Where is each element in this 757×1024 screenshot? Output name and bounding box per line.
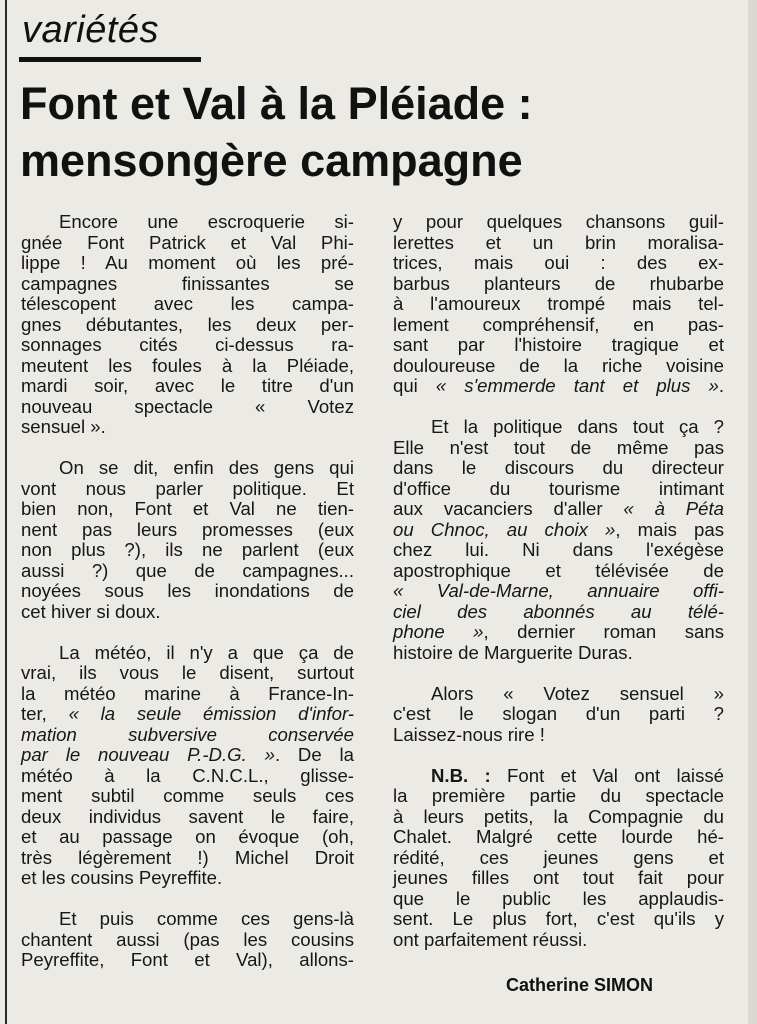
text-line: très légèrement !) Michel Droit [21, 846, 354, 868]
text-line: Laissez-nous rire ! [393, 723, 545, 745]
paragraph-8 [393, 766, 724, 951]
text-line: Et puis comme ces gens-là [59, 908, 354, 929]
paragraph-2 [21, 458, 354, 622]
text-line: sant par l'histoire tragique et [393, 334, 724, 355]
paragraph-7 [393, 684, 724, 746]
quote-italic: « à Péta [623, 498, 724, 519]
text-line: dans le discours du directeur [393, 457, 724, 478]
quote-italic: par le nouveau P.-D.G. » [21, 744, 275, 765]
quote-italic: ou Chnoc, au choix » [393, 518, 616, 540]
text-line: Elle n'est tout de même pas [393, 436, 724, 458]
text-line: chantent aussi (pas les cousins [21, 928, 354, 950]
text-line: rédité, ces jeunes gens et [393, 846, 724, 868]
text-line [21, 745, 354, 766]
headline-line-1: Font et Val à la Pléiade : [20, 78, 533, 129]
quote-italic: « la seule émission d'infor- [68, 703, 354, 724]
text-line: à l'amoureux trompé mais tel- [393, 293, 724, 314]
text-line [393, 376, 724, 397]
text-run: qui [393, 375, 436, 396]
text-line: deux individus savent le faire, [21, 805, 354, 827]
text-line: aussi ?) que de campagnes... [21, 559, 354, 581]
text-line: y pour quelques chansons guil- [393, 211, 724, 232]
text-line: sensuel ». [21, 416, 106, 437]
text-line: non plus ?), ils ne parlent (eux [21, 539, 354, 560]
paragraph-3 [21, 643, 354, 889]
text-line: météo à la C.N.C.L., glisse- [21, 764, 354, 786]
text-line: Chalet. Malgré cette lourde hé- [393, 826, 724, 847]
text-line: ont parfaitement réussi. [393, 928, 588, 950]
text-line: et au passage on évoque (oh, [21, 826, 354, 847]
text-line: à leurs petits, la Compagnie du [393, 805, 724, 827]
text-line: mardi soir, avec le titre d'un [21, 375, 354, 396]
text-run: . De la [274, 744, 354, 765]
text-run: Font et Val ont laissé [490, 764, 724, 786]
paragraph-1 [21, 212, 354, 438]
text-line: nent pas leurs promesses (eux [21, 518, 354, 540]
quote-italic: ciel des abonnés au télé- [393, 600, 724, 622]
text-line [393, 622, 724, 643]
text-line [21, 704, 354, 725]
text-line: campagnes finissantes se [21, 272, 354, 294]
text-line: bien non, Font et Val ne tien- [21, 498, 354, 519]
text-line: Encore une escroquerie si- [59, 211, 354, 232]
text-line [393, 499, 724, 520]
page-edge [748, 0, 757, 1024]
text-line: noyées sous les inondations de [21, 580, 354, 601]
nb-label: N.B. : [431, 764, 491, 786]
text-line [393, 766, 724, 787]
text-line: c'est le slogan d'un parti ? [393, 703, 724, 724]
text-line: chez lui. Ni dans l'exégèse [393, 539, 724, 560]
text-line: nouveau spectacle « Votez [21, 395, 354, 417]
paragraph-6 [393, 417, 724, 663]
quote-italic: phone » [393, 621, 484, 642]
text-run: aux vacanciers d'aller [393, 498, 624, 519]
left-column [21, 212, 354, 991]
quote-italic: « s'emmerde tant et plus » [435, 375, 719, 396]
text-line: la météo marine à France-In- [21, 682, 354, 704]
text-line: jeunes filles ont tout fait pour [393, 867, 724, 888]
right-column [393, 212, 724, 971]
column-rule [5, 0, 7, 1024]
text-line: apostrophique et télévisée de [393, 559, 724, 581]
text-line: sonnages cités ci-dessus ra- [21, 334, 354, 355]
text-run: ter, [21, 703, 69, 724]
text-line: La météo, il n'y a que ça de [59, 641, 354, 663]
text-run: . [718, 375, 724, 396]
article-headline [20, 75, 533, 189]
text-run: , mais pas [615, 518, 724, 540]
text-line: cet hiver si doux. [21, 600, 161, 622]
text-line: télescopent avec les campa- [21, 293, 354, 314]
text-line: Et la politique dans tout ça ? [431, 416, 724, 437]
text-line: gnes débutantes, les deux per- [21, 313, 354, 335]
text-line: Peyreffite, Font et Val), allons- [21, 949, 354, 970]
quote-italic: « Val-de-Marne, annuaire offi- [393, 580, 724, 601]
text-line: On se dit, enfin des gens qui [59, 457, 354, 478]
text-line: trices, mais oui : des ex- [393, 252, 724, 273]
text-line: d'office du tourisme intimant [393, 477, 724, 499]
quote-italic: mation subversive conservée [21, 723, 354, 745]
text-line: histoire de Marguerite Duras. [393, 641, 633, 663]
text-line: la première partie du spectacle [393, 785, 724, 806]
author-signature: Catherine SIMON [506, 975, 654, 995]
text-line: lippe ! Au moment où les pré- [21, 252, 354, 273]
text-line: vrai, ils vous le disent, surtout [21, 662, 354, 683]
rubric-underline [19, 57, 201, 62]
text-line: Alors « Votez sensuel » [431, 682, 724, 704]
text-line [393, 520, 724, 541]
text-line: ment subtil comme seuls ces [21, 785, 354, 806]
text-line: que le public les applaudis- [393, 887, 724, 909]
text-line: barbus planteurs de rhubarbe [393, 272, 724, 294]
text-line: vont nous parler politique. Et [21, 477, 354, 499]
text-line: lement compréhensif, en pas- [393, 313, 724, 335]
headline-line-2: mensongère campagne [20, 135, 523, 186]
text-line: lerettes et un brin moralisa- [393, 231, 724, 253]
paragraph-4 [21, 909, 354, 971]
text-run: , dernier roman sans [483, 621, 724, 642]
text-line: douloureuse de la riche voisine [393, 354, 724, 376]
text-line: sent. Le plus fort, c'est qu'ils y [393, 908, 724, 929]
section-rubric: variétés [22, 9, 160, 51]
text-line: gnée Font Patrick et Val Phi- [21, 231, 354, 253]
text-line: et les cousins Peyreffite. [21, 867, 223, 888]
text-line: meutent les foules à la Pléiade, [21, 354, 354, 376]
paragraph-5 [393, 212, 724, 397]
